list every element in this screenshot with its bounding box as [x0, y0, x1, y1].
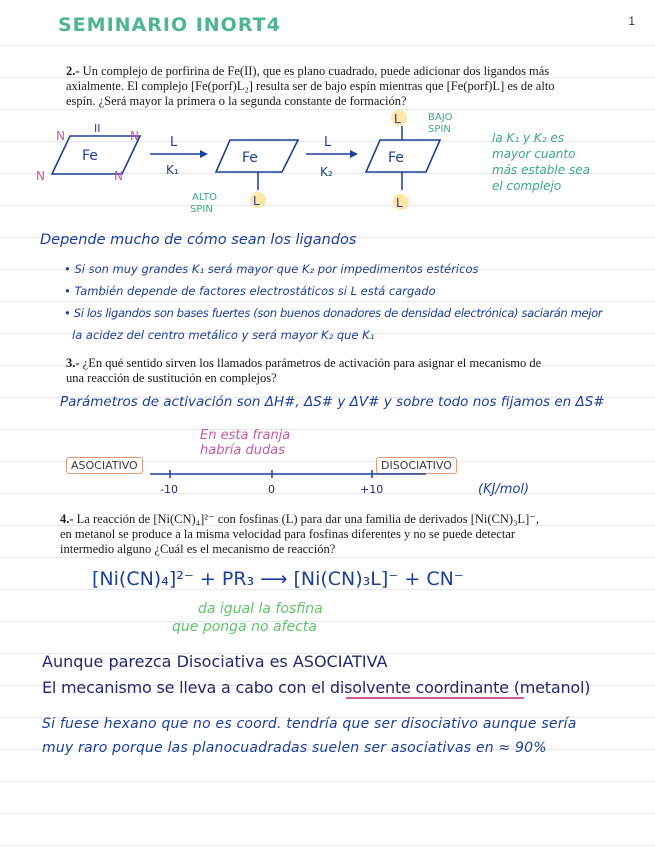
bajo-spin-line-1: BAJO: [428, 112, 453, 123]
scale-note-line: habría dudas: [200, 443, 285, 458]
arrowhead-k2: [350, 150, 358, 158]
green-note-line: da igual la fosfina: [198, 601, 323, 617]
side-note-line: mayor cuanto: [492, 147, 576, 161]
metal-label-2: Fe: [242, 150, 258, 166]
n-atom-1: N: [56, 129, 65, 143]
metal-label-3: Fe: [388, 150, 404, 166]
axial-ligand-bottom: L: [396, 196, 403, 210]
green-note-line: que ponga no afecta: [172, 619, 317, 635]
scale-unit: (KJ/mol): [478, 482, 530, 497]
bullet-item: • También depende de factores electrostáticos si L está cargado: [64, 284, 436, 298]
n-atom-4: N: [114, 169, 123, 183]
k2-label: K₂: [320, 165, 333, 179]
oxidation-state: II: [94, 122, 101, 135]
question-3-line-1: ¿En qué sentido sirven los llamados parámetros de activación para asignar el mecanismo de: [82, 356, 542, 370]
question-2-line-1: Un complejo de porfirina de Fe(II), que es plano cuadrado, puede adicionar dos ligandos más: [82, 64, 550, 78]
question-2: [66, 64, 626, 109]
q2-answer-heading: Depende mucho de cómo sean los ligandos: [40, 232, 357, 248]
question-4-line-2: en metanol se produce a la misma velocidad para fosfinas diferentes y no se puede detectar: [60, 527, 516, 541]
asociativo-label: ASOCIATIVO: [66, 457, 143, 474]
question-2-line-2: axialmente. El complejo [Fe(porf)L₂] resulta ser de bajo espín mientras que [Fe(porf)L] es de alto: [66, 79, 555, 93]
scale-note: [200, 428, 290, 458]
page-title: SEMINARIO INORT4: [58, 14, 281, 36]
question-4: [60, 512, 640, 557]
q3-answer: Parámetros de activación son ΔH#, ΔS# y ΔV# y sobre todo nos fijamos en ΔS#: [60, 394, 605, 410]
disolvente-underline: [346, 697, 524, 699]
q4-answer-line-1: Aunque parezca Disociativa es ASOCIATIVA: [42, 652, 388, 671]
question-4-line-1: La reacción de [Ni(CN)₄]²⁻ con fosfinas (L) para dar una familia de derivados [Ni(CN)₃L]⁻,: [76, 512, 539, 526]
question-4-line-3: intermedio alguno ¿Cuál es el mecanismo de reacción?: [60, 542, 336, 556]
scale-note-line: En esta franja: [200, 428, 291, 443]
question-4-number: 4.-: [60, 512, 74, 526]
n-atom-2: N: [130, 129, 139, 143]
metal-label-1: Fe: [82, 148, 98, 164]
axial-ligand-2: L: [253, 194, 260, 208]
alto-spin-line-2: SPIN: [190, 204, 213, 215]
page-number: 1: [628, 14, 635, 28]
ligand-label-arrow-2: L: [324, 135, 332, 150]
q2-answer-bullets: [64, 258, 654, 346]
green-note: [172, 600, 323, 636]
axial-ligand-top: L: [394, 112, 401, 126]
bullet-item: • Si son muy grandes K₁ será mayor que K₂ por impedimentos estéricos: [64, 262, 479, 276]
question-2-line-3: espín. ¿Será mayor la primera o la segunda constante de formación?: [66, 94, 407, 108]
k1-label: K₁: [166, 163, 179, 177]
arrowhead-k1: [200, 150, 208, 158]
question-2-number: 2.-: [66, 64, 80, 78]
porphyrin-diagram: [30, 108, 470, 220]
q4-answer-line-2: El mecanismo se lleva a cabo con el disolvente coordinante (metanol): [42, 678, 591, 697]
bajo-spin-line-2: SPIN: [428, 124, 451, 135]
disociativo-label: DISOCIATIVO: [376, 457, 457, 474]
reaction-equation: [Ni(CN)₄]²⁻ + PR₃ ⟶ [Ni(CN)₃L]⁻ + CN⁻: [92, 568, 464, 590]
tick-label-minus-10: -10: [160, 483, 178, 496]
question-3-line-2: una reacción de sustitución en complejos?: [66, 371, 277, 385]
bullet-item-continuation: la acidez del centro metálico y será mayor K₂ que K₁: [72, 328, 375, 342]
side-note: [492, 130, 590, 194]
q4-answer-line-4: muy raro porque las planocuadradas suelen ser asociativas en ≈ 90%: [42, 740, 547, 756]
bullet-item: • Si los ligandos son bases fuertes (son buenos donadores de densidad electrónica) saciarán mejor: [64, 306, 603, 320]
ligand-label-arrow-1: L: [170, 135, 178, 150]
tick-label-0: 0: [268, 483, 275, 496]
activation-entropy-scale: [150, 466, 430, 486]
tick-label-plus-10: +10: [360, 483, 384, 496]
question-3: [66, 356, 626, 386]
side-note-line: la K₁ y K₂ es: [492, 131, 565, 145]
n-atom-3: N: [36, 169, 45, 183]
question-3-number: 3.-: [66, 356, 80, 370]
alto-spin-line-1: ALTO: [192, 192, 218, 203]
q4-answer-line-3: Si fuese hexano que no es coord. tendría que ser disociativo aunque sería: [42, 716, 577, 732]
side-note-line: el complejo: [492, 179, 562, 193]
side-note-line: más estable sea: [492, 163, 590, 177]
